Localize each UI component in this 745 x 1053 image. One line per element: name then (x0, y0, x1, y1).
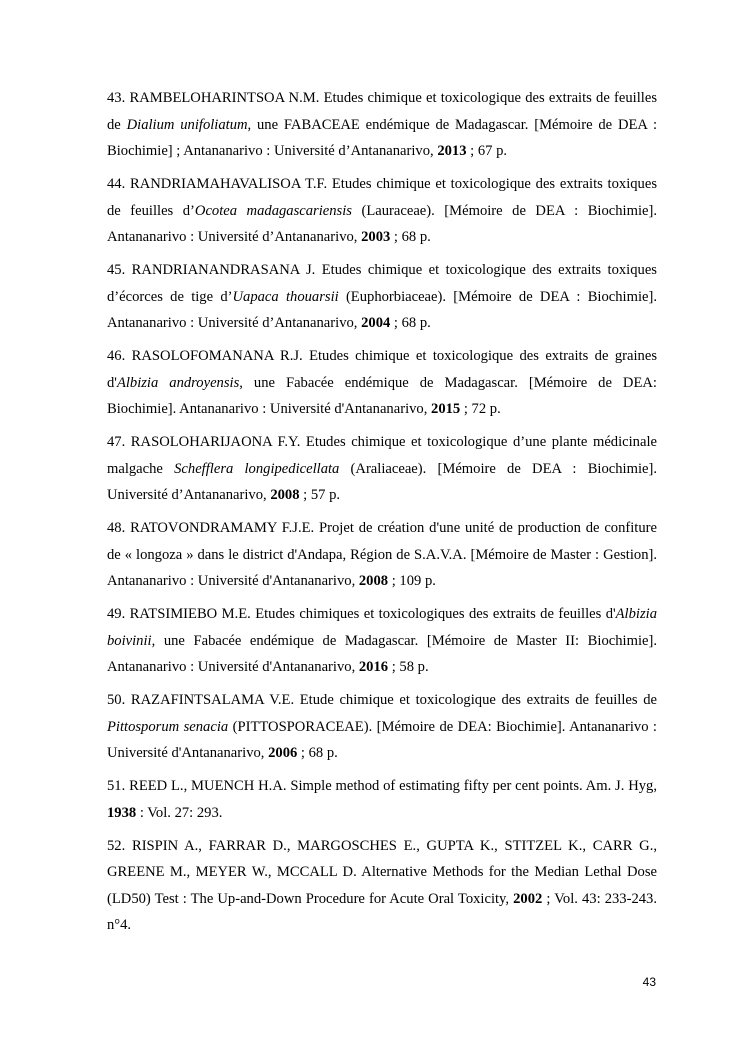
reference-year: 2006 (268, 745, 298, 761)
reference-text: , une Fabacée endémique de Madagascar. [Mémoire de Master II: Biochimie]. Antananarivo : Université d'Antananarivo, (107, 632, 657, 675)
reference-text: (Euphorbiaceae). [Mémoire de DEA : Biochimie]. Antananarivo : Université d’Antananarivo, (107, 288, 657, 331)
reference-year: 2004 (361, 315, 391, 331)
reference-text: (Araliaceae). [Mémoire de DEA : Biochimie]. Université d’Antananarivo, (107, 460, 658, 503)
species-name: Pittosporum senacia (107, 718, 229, 735)
reference-year: 2016 (358, 659, 389, 675)
reference-text: RATOVONDRAMAMY F.J.E. Projet de création d'une unité de production de confiture de « longoza » dans le district d'Andapa, Région de S.A.V.A. [Mémoire de Master : Gestion]. Antananarivo : Université d'Antananarivo, (107, 520, 657, 589)
reference-text: RATSIMIEBO M.E. Etudes chimiques et toxicologiques des extraits de feuilles d' (125, 606, 616, 622)
reference-entry (107, 257, 657, 337)
reference-text: RASOLOFOMANANA R.J. Etudes chimique et toxicologique des extraits de graines d' (107, 348, 657, 391)
species-name: Albizia boivinii (107, 606, 657, 649)
reference-pages: ; 72 p. (460, 401, 501, 417)
species-name: Dialium unifoliatum (126, 116, 248, 133)
reference-entry (107, 601, 657, 681)
species-name: Uapaca thouarsii (232, 288, 339, 305)
reference-number: 43. (107, 90, 126, 106)
reference-year: 1938 (107, 804, 137, 821)
reference-pages: ; 57 p. (299, 487, 341, 503)
species-name: Ocotea madagascariensis (194, 202, 352, 219)
reference-number: 46. (107, 348, 126, 364)
reference-text: RISPIN A., FARRAR D., MARGOSCHES E., GUPTA K., STITZEL K., CARR G., GREENE M., MEYER W., MCCALL D. Alternative Methods for the Median Lethal Dose (LD50) Test : The Up-and-Down Procedure for Acute Oral Toxicity, (107, 837, 657, 907)
reference-text: (PITTOSPORACEAE). [Mémoire de DEA: Biochimie]. Antananarivo : Université d'Antananarivo, (107, 718, 657, 761)
reference-text: RANDRIANANDRASANA J. Etudes chimique et toxicologique des extraits toxiques d’écorces de tige d’ (107, 262, 657, 305)
reference-text: RASOLOHARIJAONA F.Y. Etudes chimique et toxicologique d’une plante médicinale malgache (107, 434, 657, 477)
reference-text: (Lauraceae). [Mémoire de DEA : Biochimie]. Antananarivo : Université d’Antananarivo, (107, 202, 657, 245)
reference-year: 2008 (358, 573, 389, 589)
reference-number: 50. (107, 692, 126, 708)
reference-text: RAMBELOHARINTSOA N.M. Etudes chimique et toxicologique des extraits de feuilles de (107, 90, 657, 133)
reference-number: 48. (107, 520, 126, 536)
reference-pages: ; Vol. 43: 233-243. n°4. (107, 890, 657, 933)
reference-text: , une Fabacée endémique de Madagascar. [Mémoire de DEA: Biochimie]. Antananarivo : Université d'Antananarivo, (107, 374, 657, 417)
reference-number: 51. (107, 778, 126, 794)
reference-year: 2003 (361, 229, 391, 245)
reference-text: RAZAFINTSALAMA V.E. Etude chimique et toxicologique des extraits de feuilles de (125, 692, 657, 708)
reference-entry (107, 343, 657, 423)
reference-number: 52. (107, 837, 126, 854)
reference-pages: ; 109 p. (388, 573, 436, 589)
reference-pages: : Vol. 27: 293. (136, 804, 223, 821)
reference-pages: ; 67 p. (466, 143, 508, 159)
reference-number: 49. (107, 606, 126, 622)
page-number: 43 (642, 975, 656, 989)
reference-entry (107, 429, 657, 509)
reference-pages: ; 68 p. (297, 745, 338, 761)
reference-year: 2013 (437, 143, 467, 159)
reference-text: RANDRIAMAHAVALISOA T.F. Etudes chimique et toxicologique des extraits toxiques de feuilles d’ (107, 176, 657, 219)
reference-entry (107, 515, 657, 595)
reference-entry (107, 85, 657, 165)
reference-number: 45. (107, 262, 126, 278)
species-name: Albizia androyensis (116, 374, 240, 391)
reference-number: 44. (107, 176, 126, 192)
reference-pages: ; 58 p. (388, 659, 429, 675)
reference-entry (107, 833, 657, 939)
reference-entry (107, 773, 657, 826)
reference-pages: ; 68 p. (390, 315, 431, 331)
reference-number: 47. (107, 434, 126, 450)
reference-pages: ; 68 p. (390, 229, 431, 245)
species-name: Schefflera longipedicellata (174, 460, 340, 477)
reference-year: 2015 (431, 401, 461, 417)
reference-year: 2008 (270, 487, 300, 503)
reference-entry (107, 171, 657, 251)
reference-text: , une FABACEAE endémique de Madagascar. [Mémoire de DEA : Biochimie] ; Antananarivo : Université d’Antananarivo, (107, 116, 658, 159)
reference-year: 2002 (513, 890, 543, 907)
reference-list (107, 85, 657, 945)
reference-entry (107, 687, 657, 767)
reference-text: REED L., MUENCH H.A. Simple method of estimating fifty per cent points. Am. J. Hyg, (125, 778, 657, 794)
